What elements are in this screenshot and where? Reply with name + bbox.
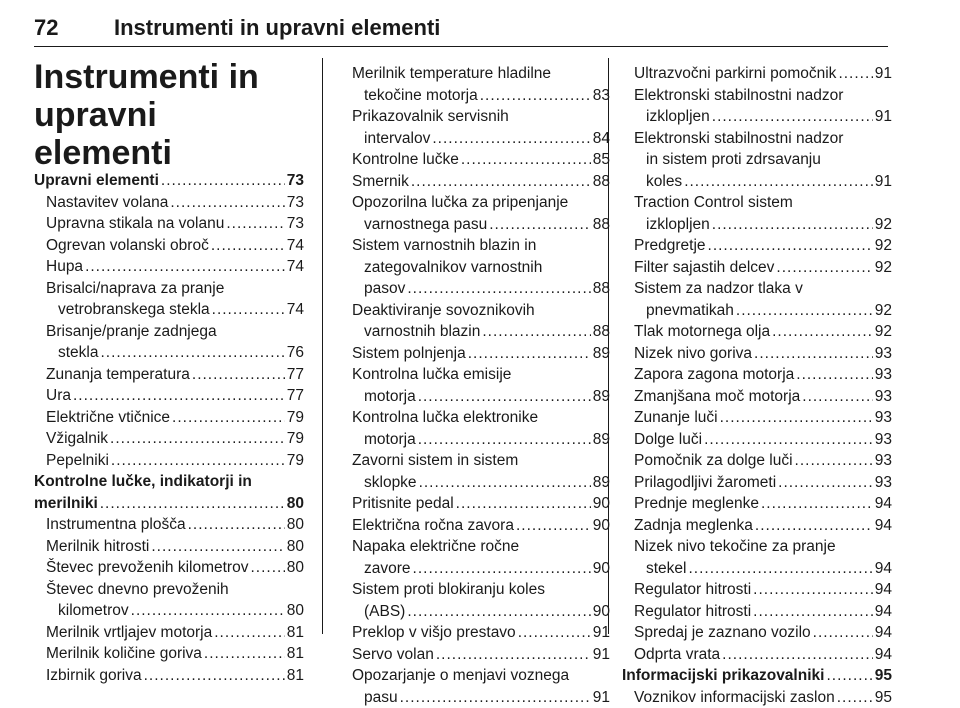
toc-entry-text: (ABS) xyxy=(364,601,405,623)
toc-column-3 xyxy=(622,63,892,708)
toc-entry xyxy=(622,63,892,85)
toc-leader-dots xyxy=(813,622,873,644)
toc-entry xyxy=(622,343,892,365)
toc-entry-text: Zadnja meglenka xyxy=(634,515,753,537)
toc-leader-dots xyxy=(436,644,591,666)
toc-entry-text: Upravni elementi xyxy=(34,170,159,192)
toc-page-number: 88 xyxy=(593,214,610,236)
toc-entry xyxy=(34,321,304,364)
toc-leader-dots xyxy=(111,450,285,472)
toc-page-number: 92 xyxy=(875,235,892,257)
toc-leader-dots xyxy=(837,687,873,708)
toc-page-number: 94 xyxy=(875,601,892,623)
toc-page-number: 81 xyxy=(287,665,304,687)
toc-leader-dots xyxy=(776,257,872,279)
toc-entry xyxy=(34,643,304,665)
toc-entry-text: Regulator hitrosti xyxy=(634,601,751,623)
toc-entry xyxy=(622,579,892,601)
toc-entry-text: Zavorni sistem in sistem xyxy=(352,450,518,472)
toc-page-number: 89 xyxy=(593,429,610,451)
toc-entry xyxy=(340,644,610,666)
toc-leader-dots xyxy=(795,450,873,472)
toc-entry xyxy=(340,407,610,450)
toc-page-number: 93 xyxy=(875,472,892,494)
toc-page-number: 91 xyxy=(875,63,892,85)
toc-leader-dots xyxy=(101,342,285,364)
toc-page-number: 91 xyxy=(593,622,610,644)
toc-entry-text: Zapora zagona motorja xyxy=(634,364,794,386)
toc-entry-text: Merilnik vrtljajev motorja xyxy=(46,622,212,644)
toc-entry-text: pasu xyxy=(364,687,398,708)
toc-entry-text: Elektronski stabilnostni nadzor xyxy=(634,85,843,107)
toc-leader-dots xyxy=(518,622,591,644)
toc-entry xyxy=(340,579,610,622)
toc-page-number: 88 xyxy=(593,321,610,343)
toc-entry-text: izklopljen xyxy=(646,106,710,128)
toc-entry xyxy=(340,300,610,343)
toc-entry xyxy=(34,278,304,321)
toc-entry xyxy=(34,579,304,622)
toc-entry xyxy=(34,622,304,644)
toc-entry-text: Opozorilna lučka za pripenjanje xyxy=(352,192,568,214)
toc-leader-dots xyxy=(684,171,873,193)
toc-leader-dots xyxy=(400,687,591,708)
toc-entry-text: in sistem proti zdrsavanju xyxy=(646,149,821,171)
toc-entry xyxy=(340,665,610,708)
toc-entry-text: Sistem varnostnih blazin in xyxy=(352,235,536,257)
toc-leader-dots xyxy=(761,493,873,515)
toc-leader-dots xyxy=(432,128,590,150)
toc-entry xyxy=(34,428,304,450)
toc-entry-text: Brisanje/pranje zadnjega xyxy=(46,321,217,343)
toc-page-number: 94 xyxy=(875,493,892,515)
toc-leader-dots xyxy=(482,321,590,343)
toc-page-number: 77 xyxy=(287,385,304,407)
toc-entry xyxy=(340,343,610,365)
toc-entry-text: merilniki xyxy=(34,493,98,515)
toc-page-number: 92 xyxy=(875,300,892,322)
toc-leader-dots xyxy=(736,300,873,322)
toc-entry xyxy=(340,622,610,644)
toc-entry-text: Sistem za nadzor tlaka v xyxy=(634,278,803,300)
toc-entry-text: Odprta vrata xyxy=(634,644,720,666)
toc-section-heading xyxy=(34,170,304,192)
toc-page-number: 74 xyxy=(287,299,304,321)
toc-entry-text: tekočine motorja xyxy=(364,85,478,107)
toc-entry-text: Merilnik hitrosti xyxy=(46,536,149,558)
toc-entry-text: izklopljen xyxy=(646,214,710,236)
toc-leader-dots xyxy=(73,385,285,407)
toc-leader-dots xyxy=(720,407,873,429)
toc-entry-text: Števec dnevno prevoženih xyxy=(46,579,229,601)
toc-leader-dots xyxy=(753,601,873,623)
toc-leader-dots xyxy=(212,299,285,321)
toc-entry-text: motorja xyxy=(364,386,416,408)
toc-page-number: 74 xyxy=(287,235,304,257)
toc-entry-text: Deaktiviranje sovoznikovih xyxy=(352,300,535,322)
toc-leader-dots xyxy=(516,515,591,537)
toc-entry-text: zavore xyxy=(364,558,411,580)
toc-page-number: 85 xyxy=(593,149,610,171)
toc-page-number: 79 xyxy=(287,428,304,450)
toc-entry-text: Opozarjanje o menjavi voznega xyxy=(352,665,569,687)
toc-entry-text: Prilagodljivi žarometi xyxy=(634,472,776,494)
toc-page-number: 77 xyxy=(287,364,304,386)
toc-page-number: 92 xyxy=(875,214,892,236)
toc-leader-dots xyxy=(778,472,873,494)
toc-leader-dots xyxy=(468,343,591,365)
toc-leader-dots xyxy=(411,171,591,193)
toc-entry-text: Predgretje xyxy=(634,235,706,257)
page-number: 72 xyxy=(34,10,58,46)
toc-entry-text: Kontrolna lučka elektronike xyxy=(352,407,538,429)
toc-page-number: 80 xyxy=(287,536,304,558)
toc-page-number: 93 xyxy=(875,407,892,429)
toc-entry-text: Zunanja temperatura xyxy=(46,364,190,386)
toc-leader-dots xyxy=(407,601,590,623)
toc-leader-dots xyxy=(722,644,873,666)
toc-leader-dots xyxy=(753,579,873,601)
toc-leader-dots xyxy=(755,515,873,537)
toc-entry xyxy=(622,536,892,579)
toc-leader-dots xyxy=(144,665,285,687)
toc-entry-text: Smernik xyxy=(352,171,409,193)
toc-entry-text: stekel xyxy=(646,558,687,580)
toc-leader-dots xyxy=(712,106,873,128)
toc-entry-text: Prikazovalnik servisnih xyxy=(352,106,509,128)
toc-leader-dots xyxy=(772,321,873,343)
toc-entry xyxy=(622,364,892,386)
toc-entry-text: Elektronski stabilnostni nadzor xyxy=(634,128,843,150)
toc-page-number: 92 xyxy=(875,257,892,279)
toc-entry-text: varnostnih blazin xyxy=(364,321,480,343)
toc-leader-dots xyxy=(413,558,591,580)
toc-entry-text: Instrumentna plošča xyxy=(46,514,186,536)
toc-page-number: 93 xyxy=(875,386,892,408)
toc-entry-text: Spredaj je zaznano vozilo xyxy=(634,622,811,644)
toc-entry xyxy=(622,687,892,708)
toc-entry xyxy=(340,171,610,193)
toc-entry xyxy=(622,278,892,321)
toc-leader-dots xyxy=(826,665,872,687)
toc-entry-text: Ura xyxy=(46,385,71,407)
toc-page-number: 73 xyxy=(287,192,304,214)
toc-leader-dots xyxy=(689,558,873,580)
toc-entry xyxy=(622,644,892,666)
toc-leader-dots xyxy=(712,214,873,236)
toc-entry xyxy=(622,622,892,644)
toc-page-number: 79 xyxy=(287,407,304,429)
toc-entry-text: sklopke xyxy=(364,472,417,494)
toc-entry xyxy=(340,450,610,493)
toc-leader-dots xyxy=(418,429,591,451)
toc-entry-text: Zmanjšana moč motorja xyxy=(634,386,800,408)
toc-entry-text: motorja xyxy=(364,429,416,451)
toc-entry-text: Električna ročna zavora xyxy=(352,515,514,537)
toc-entry-text: Kontrolna lučka emisije xyxy=(352,364,511,386)
toc-entry-text: intervalov xyxy=(364,128,430,150)
toc-entry-text: Ultrazvočni parkirni pomočnik xyxy=(634,63,836,85)
toc-leader-dots xyxy=(170,192,284,214)
toc-page-number: 91 xyxy=(593,644,610,666)
toc-page-number: 90 xyxy=(593,558,610,580)
toc-entry-text: Zunanje luči xyxy=(634,407,718,429)
toc-entry-text: koles xyxy=(646,171,682,193)
toc-page-number: 91 xyxy=(875,106,892,128)
toc-entry xyxy=(34,665,304,687)
toc-leader-dots xyxy=(204,643,285,665)
toc-leader-dots xyxy=(192,364,285,386)
toc-entry-text: Nizek nivo tekočine za pranje xyxy=(634,536,836,558)
toc-entry-text: Števec prevoženih kilometrov xyxy=(46,557,248,579)
chapter-title-line: Instrumenti in xyxy=(34,58,259,96)
toc-page-number: 92 xyxy=(875,321,892,343)
toc-entry xyxy=(622,128,892,193)
toc-entry xyxy=(622,386,892,408)
toc-leader-dots xyxy=(419,472,591,494)
toc-entry xyxy=(622,85,892,128)
toc-entry xyxy=(622,472,892,494)
toc-entry xyxy=(622,192,892,235)
toc-page-number: 80 xyxy=(287,493,304,515)
toc-entry-text: Servo volan xyxy=(352,644,434,666)
toc-page-number: 81 xyxy=(287,643,304,665)
toc-entry xyxy=(34,256,304,278)
toc-page-number: 94 xyxy=(875,622,892,644)
toc-leader-dots xyxy=(161,170,285,192)
toc-entry xyxy=(340,235,610,300)
toc-entry xyxy=(34,364,304,386)
toc-leader-dots xyxy=(172,407,285,429)
toc-leader-dots xyxy=(188,514,285,536)
toc-entry-text: varnostnega pasu xyxy=(364,214,487,236)
toc-column-1 xyxy=(34,170,304,686)
toc-entry-text: Merilnik temperature hladilne xyxy=(352,63,551,85)
toc-entry xyxy=(622,515,892,537)
toc-leader-dots xyxy=(151,536,284,558)
toc-leader-dots xyxy=(407,278,590,300)
toc-page-number: 90 xyxy=(593,493,610,515)
toc-leader-dots xyxy=(802,386,872,408)
toc-page-number: 88 xyxy=(593,171,610,193)
toc-entry-text: Merilnik količine goriva xyxy=(46,643,202,665)
toc-entry-text: Prednje meglenke xyxy=(634,493,759,515)
toc-leader-dots xyxy=(110,428,285,450)
toc-page-number: 94 xyxy=(875,579,892,601)
toc-leader-dots xyxy=(131,600,285,622)
toc-entry xyxy=(340,63,610,106)
toc-entry-text: vetrobranskega stekla xyxy=(58,299,210,321)
toc-column-2 xyxy=(340,63,610,708)
toc-entry xyxy=(34,213,304,235)
toc-entry xyxy=(622,407,892,429)
running-title: Instrumenti in upravni elementi xyxy=(114,10,440,46)
toc-entry xyxy=(34,407,304,429)
toc-entry-text: Sistem polnjenja xyxy=(352,343,466,365)
toc-entry-text: Brisalci/naprava za pranje xyxy=(46,278,224,300)
toc-entry-text: Dolge luči xyxy=(634,429,702,451)
toc-leader-dots xyxy=(250,557,284,579)
toc-entry xyxy=(340,192,610,235)
toc-entry xyxy=(622,429,892,451)
toc-entry-text: Sistem proti blokiranju koles xyxy=(352,579,545,601)
toc-leader-dots xyxy=(754,343,873,365)
toc-entry xyxy=(622,257,892,279)
toc-entry-text: pasov xyxy=(364,278,405,300)
toc-section-heading xyxy=(622,665,892,687)
toc-entry xyxy=(340,364,610,407)
toc-entry-text: Traction Control sistem xyxy=(634,192,793,214)
toc-entry-text: Ogrevan volanski obroč xyxy=(46,235,209,257)
toc-entry-text: Voznikov informacijski zaslon xyxy=(634,687,835,708)
toc-entry-text: Informacijski prikazovalniki xyxy=(622,665,824,687)
toc-page-number: 88 xyxy=(593,278,610,300)
toc-page-number: 80 xyxy=(287,514,304,536)
toc-page-number: 93 xyxy=(875,429,892,451)
toc-page-number: 89 xyxy=(593,386,610,408)
toc-entry-text: Električne vtičnice xyxy=(46,407,170,429)
toc-page-number: 93 xyxy=(875,364,892,386)
toc-leader-dots xyxy=(456,493,591,515)
toc-entry xyxy=(340,149,610,171)
toc-section-heading xyxy=(34,471,304,514)
toc-leader-dots xyxy=(214,622,285,644)
toc-entry xyxy=(34,235,304,257)
toc-leader-dots xyxy=(838,63,872,85)
toc-entry xyxy=(340,536,610,579)
toc-entry-text: pnevmatikah xyxy=(646,300,734,322)
toc-entry xyxy=(34,192,304,214)
column-divider xyxy=(322,58,323,634)
toc-entry-text: Pomočnik za dolge luči xyxy=(634,450,793,472)
toc-page-number: 73 xyxy=(287,170,304,192)
toc-entry xyxy=(622,493,892,515)
toc-page-number: 95 xyxy=(875,687,892,708)
toc-page-number: 93 xyxy=(875,343,892,365)
toc-leader-dots xyxy=(211,235,285,257)
chapter-title xyxy=(34,58,304,172)
toc-page-number: 91 xyxy=(593,687,610,708)
toc-page-number: 81 xyxy=(287,622,304,644)
toc-entry-text: Hupa xyxy=(46,256,83,278)
toc-page-number: 74 xyxy=(287,256,304,278)
toc-entry-text: Vžigalnik xyxy=(46,428,108,450)
toc-entry-text: kilometrov xyxy=(58,600,129,622)
toc-entry xyxy=(34,514,304,536)
toc-entry-text: Kontrolne lučke xyxy=(352,149,459,171)
toc-entry-text: Preklop v višjo prestavo xyxy=(352,622,516,644)
toc-leader-dots xyxy=(480,85,591,107)
toc-entry xyxy=(34,450,304,472)
toc-entry-text: Regulator hitrosti xyxy=(634,579,751,601)
toc-leader-dots xyxy=(796,364,872,386)
toc-page-number: 90 xyxy=(593,515,610,537)
toc-entry-text: Filter sajastih delcev xyxy=(634,257,774,279)
toc-entry xyxy=(340,515,610,537)
toc-entry-text: Izbirnik goriva xyxy=(46,665,142,687)
toc-entry xyxy=(340,106,610,149)
toc-page-number: 76 xyxy=(287,342,304,364)
toc-page-number: 89 xyxy=(593,472,610,494)
toc-entry-text: Upravna stikala na volanu xyxy=(46,213,224,235)
toc-page-number: 93 xyxy=(875,450,892,472)
toc-entry xyxy=(622,450,892,472)
toc-entry-text: Tlak motornega olja xyxy=(634,321,770,343)
toc-entry xyxy=(34,385,304,407)
toc-entry-text: Pepelniki xyxy=(46,450,109,472)
toc-leader-dots xyxy=(704,429,873,451)
toc-entry xyxy=(622,601,892,623)
toc-entry xyxy=(34,536,304,558)
toc-leader-dots xyxy=(418,386,591,408)
toc-entry-text: zategovalnikov varnostnih xyxy=(364,257,542,279)
toc-entry xyxy=(622,235,892,257)
toc-entry-text: Kontrolne lučke, indikatorji in xyxy=(34,471,252,493)
toc-entry xyxy=(622,321,892,343)
chapter-title-line: upravni elementi xyxy=(34,96,172,172)
toc-entry xyxy=(34,557,304,579)
toc-leader-dots xyxy=(100,493,285,515)
toc-leader-dots xyxy=(85,256,285,278)
toc-entry-text: Nastavitev volana xyxy=(46,192,168,214)
toc-page-number: 94 xyxy=(875,558,892,580)
toc-page-number: 83 xyxy=(593,85,610,107)
toc-entry-text: Pritisnite pedal xyxy=(352,493,454,515)
toc-page-number: 84 xyxy=(593,128,610,150)
toc-entry xyxy=(340,493,610,515)
toc-leader-dots xyxy=(461,149,591,171)
toc-page-number: 91 xyxy=(875,171,892,193)
toc-leader-dots xyxy=(489,214,591,236)
toc-page-number: 80 xyxy=(287,557,304,579)
toc-page-number: 80 xyxy=(287,600,304,622)
toc-entry-text: Nizek nivo goriva xyxy=(634,343,752,365)
toc-leader-dots xyxy=(226,213,284,235)
toc-page-number: 90 xyxy=(593,601,610,623)
toc-leader-dots xyxy=(708,235,873,257)
toc-page-number: 94 xyxy=(875,644,892,666)
toc-page-number: 94 xyxy=(875,515,892,537)
toc-entry-text: Napaka električne ročne xyxy=(352,536,519,558)
toc-entry-text: stekla xyxy=(58,342,99,364)
toc-page-number: 73 xyxy=(287,213,304,235)
page-header xyxy=(34,10,888,47)
toc-page-number: 95 xyxy=(875,665,892,687)
toc-page-number: 79 xyxy=(287,450,304,472)
toc-page-number: 89 xyxy=(593,343,610,365)
